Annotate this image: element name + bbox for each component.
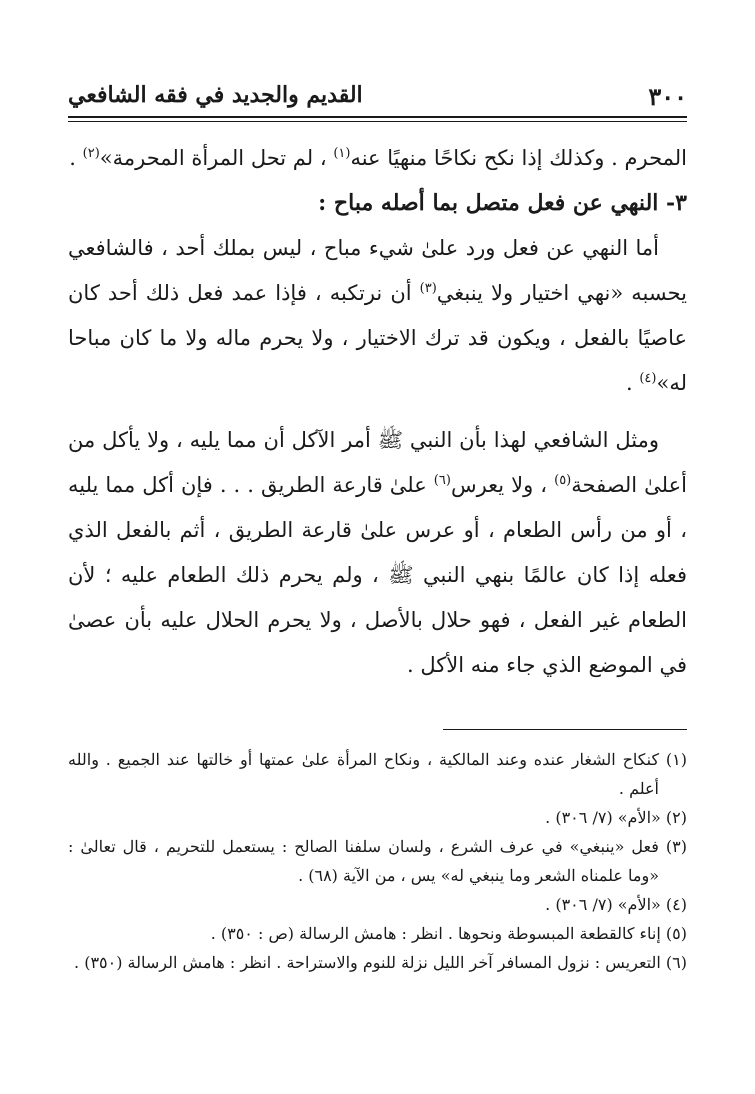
footnote-marker-5: (٥) [554,473,572,488]
page-number: ٣٠٠ [648,82,687,111]
footnote-marker-3: (٣) [419,281,437,296]
footnote-4: (٤) «الأم» (٧/ ٣٠٦) . [545,895,687,914]
main-text [68,136,687,688]
footnote-marker-2: (٢) [82,146,100,161]
section-heading: ٣- النهي عن فعل متصل بما أصله مباح : [318,190,687,216]
footnote-2: (٢) «الأم» (٧/ ٣٠٦) . [545,808,687,827]
footnote-3: (٣) فعل «ينبغي» في عرف الشرع ، ولسان سلفنا الصالح : يستعمل للتحريم ، قال تعالىٰ : «وما علمناه الشعر وما ينبغي له» يس ، من الآية (٦٨) . [68,837,687,885]
footnote-1: (١) كنكاح الشغار عنده وعند المالكية ، ونكاح المرأة علىٰ عمتها أو خالتها عند الجميع . والله أعلم . [68,750,687,798]
footnote-marker-6: (٦) [433,473,451,488]
header-rule-thick [68,116,687,118]
running-title: القديم والجديد في فقه الشافعي [68,82,363,108]
footnotes [68,745,687,977]
footnote-marker-1: (١) [333,146,351,161]
paragraph-1: المحرم . وكذلك إذا نكح نكاحًا منهيًا عنه$^{(١)}$ ، لم تحل المرأة المحرمة»$^{(٢)}$ . [69,146,687,170]
page-header [68,82,687,116]
book-page [68,0,687,1094]
footnote-6: (٦) التعريس : نزول المسافر آخر الليل نزلة للنوم والاستراحة . انظر : هامش الرسالة (٣٥٠) . [74,953,687,972]
paragraph-2: أما النهي عن فعل ورد علىٰ شيء مباح ، ليس بملك أحد ، فالشافعي يحسبه «نهي اختيار ولا ينبغي$^{(٣)}$ أن نرتكبه ، فإذا عمد فعل ذلك أحد كان عاصيًا بالفعل ، ويكون قد ترك الاختيار ، ولا يحرم ماله ولا ما كان مباحا له»$^{(٤)}$ . [68,236,687,395]
footnote-marker-4: (٤) [639,371,657,386]
header-rule-thin [68,121,687,122]
footnote-separator [443,729,687,730]
paragraph-3: ومثل الشافعي لهذا بأن النبي ﷺ أمر الآكل أن مما يليه ، ولا يأكل من أعلىٰ الصفحة$^{(٥)}$ ، ولا يعرس$^{(٦)}$ علىٰ قارعة الطريق . . . فإن أكل مما يليه ، أو من رأس الطعام ، أو عرس علىٰ قارعة الطريق ، أثم بالفعل الذي فعله إذا كان عالمًا بنهي النبي ﷺ ، ولم يحرم ذلك الطعام عليه ؛ لأن الطعام غير الفعل ، فهو حلال بالأصل ، ولا يحرم الحلال عليه بأن عصىٰ في الموضع الذي جاء منه الأكل . [68,428,687,677]
footnote-5: (٥) إناء كالقطعة المبسوطة ونحوها . انظر : هامش الرسالة (ص : ٣٥٠) . [210,924,687,943]
